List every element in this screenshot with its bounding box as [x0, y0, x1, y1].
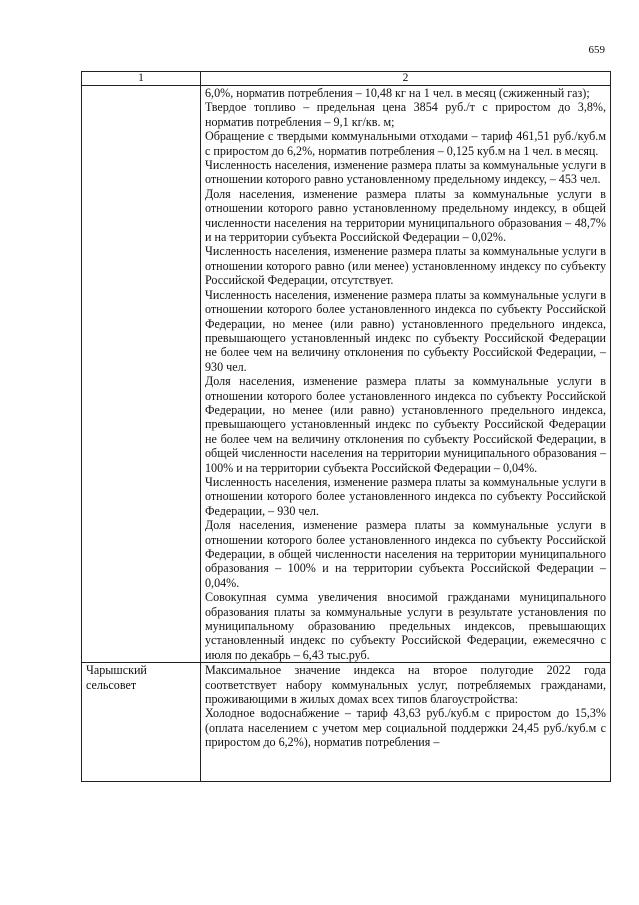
municipality-cell: [82, 663, 201, 782]
municipality-name-line: сельсовет: [86, 677, 137, 692]
paragraph: Доля населения, изменение размера платы за коммунальные услуги в отношении которого более установленного индекса по субъекту Российской Федерации, в общей численности населения на территории муниципального образования – 100% и на территории субъекта Российской Федерации – 0,04%.: [205, 518, 606, 590]
table-header-row: [82, 72, 611, 86]
paragraph: Численность населения, изменение размера платы за коммунальные услуги в отношении которого более установленного индекса по субъекту Российской Федерации, – 930 чел.: [205, 474, 606, 518]
paragraph: Обращение с твердыми коммунальными отходами – тариф 461,51 руб./куб.м с приростом до 6,2%, норматив потребления – 0,125 куб.м на 1 чел. в месяц.: [205, 129, 606, 158]
municipality-name-line: Чарышский: [86, 663, 147, 678]
paragraph: Доля населения, изменение размера платы за коммунальные услуги в отношении которого более установленного индекса по субъекту Российской Федерации, но менее (или равно) установленного предельного индекса, превышающего установленный индекс по субъекту Российской Федерации не более чем на величину отклонения по субъекту Российской Федерации, в общей численности населения на территории муниципального образования – 100% и на территории субъекта Российской Федерации – 0,04%.: [205, 374, 606, 475]
indices-table: [81, 71, 611, 782]
paragraph: Твердое топливо – предельная цена 3854 руб./т с приростом до 3,8%, норматив потребления – 9,1 кг/кв. м;: [205, 100, 606, 129]
municipality-cell: [82, 86, 201, 663]
header-col-1: 1: [82, 72, 201, 86]
paragraph: Совокупная сумма увеличения вносимой гражданами муниципального образования платы за коммунальные услуги в результате установления по муниципальному образованию предельных индексов, превышающих установленный индекс по субъекту Российской Федерации, ежемесячно с июля по декабрь – 6,43 тыс.руб.: [205, 590, 606, 662]
paragraph: Максимальное значение индекса на второе полугодие 2022 года соответствует набору коммунальных услуг, потребляемых гражданами, проживающими в жилых домах всех типов благоустройства:: [205, 663, 606, 707]
paragraph: Численность населения, изменение размера платы за коммунальные услуги в отношении которого более установленного индекса по субъекту Российской Федерации, но менее (или равно) установленного предельного индекса, превышающего установленный индекс по субъекту Российской Федерации не более чем на величину отклонения по субъекту Российской Федерации, – 930 чел.: [205, 287, 606, 374]
paragraph: Численность населения, изменение размера платы за коммунальные услуги в отношении которого равно установленному предельному индексу, – 453 чел.: [205, 158, 606, 187]
paragraph: Холодное водоснабжение – тариф 43,63 руб./куб.м с приростом до 15,3% (оплата населением с учетом мер социальной поддержки 24,45 руб./куб.м с приростом до 6,2%), норматив потребления –: [205, 706, 606, 750]
table-row: [82, 663, 611, 782]
paragraph: Доля населения, изменение размера платы за коммунальные услуги в отношении которого равно установленному предельному индексу, в общей численности населения на территории муниципального образования – 48,7% и на территории субъекта Российской Федерации – 0,02%.: [205, 186, 606, 245]
table-row: [82, 86, 611, 663]
description-cell: [201, 663, 611, 782]
paragraph: 6,0%, норматив потребления – 10,48 кг на 1 чел. в месяц (сжиженный газ);: [205, 86, 590, 100]
description-cell: [201, 86, 611, 663]
header-col-2: 2: [201, 72, 611, 86]
page-number: 659: [588, 44, 605, 56]
paragraph: Численность населения, изменение размера платы за коммунальные услуги в отношении которого равно (или менее) установленному индексу по субъекту Российской Федерации, отсутствует.: [205, 244, 606, 288]
